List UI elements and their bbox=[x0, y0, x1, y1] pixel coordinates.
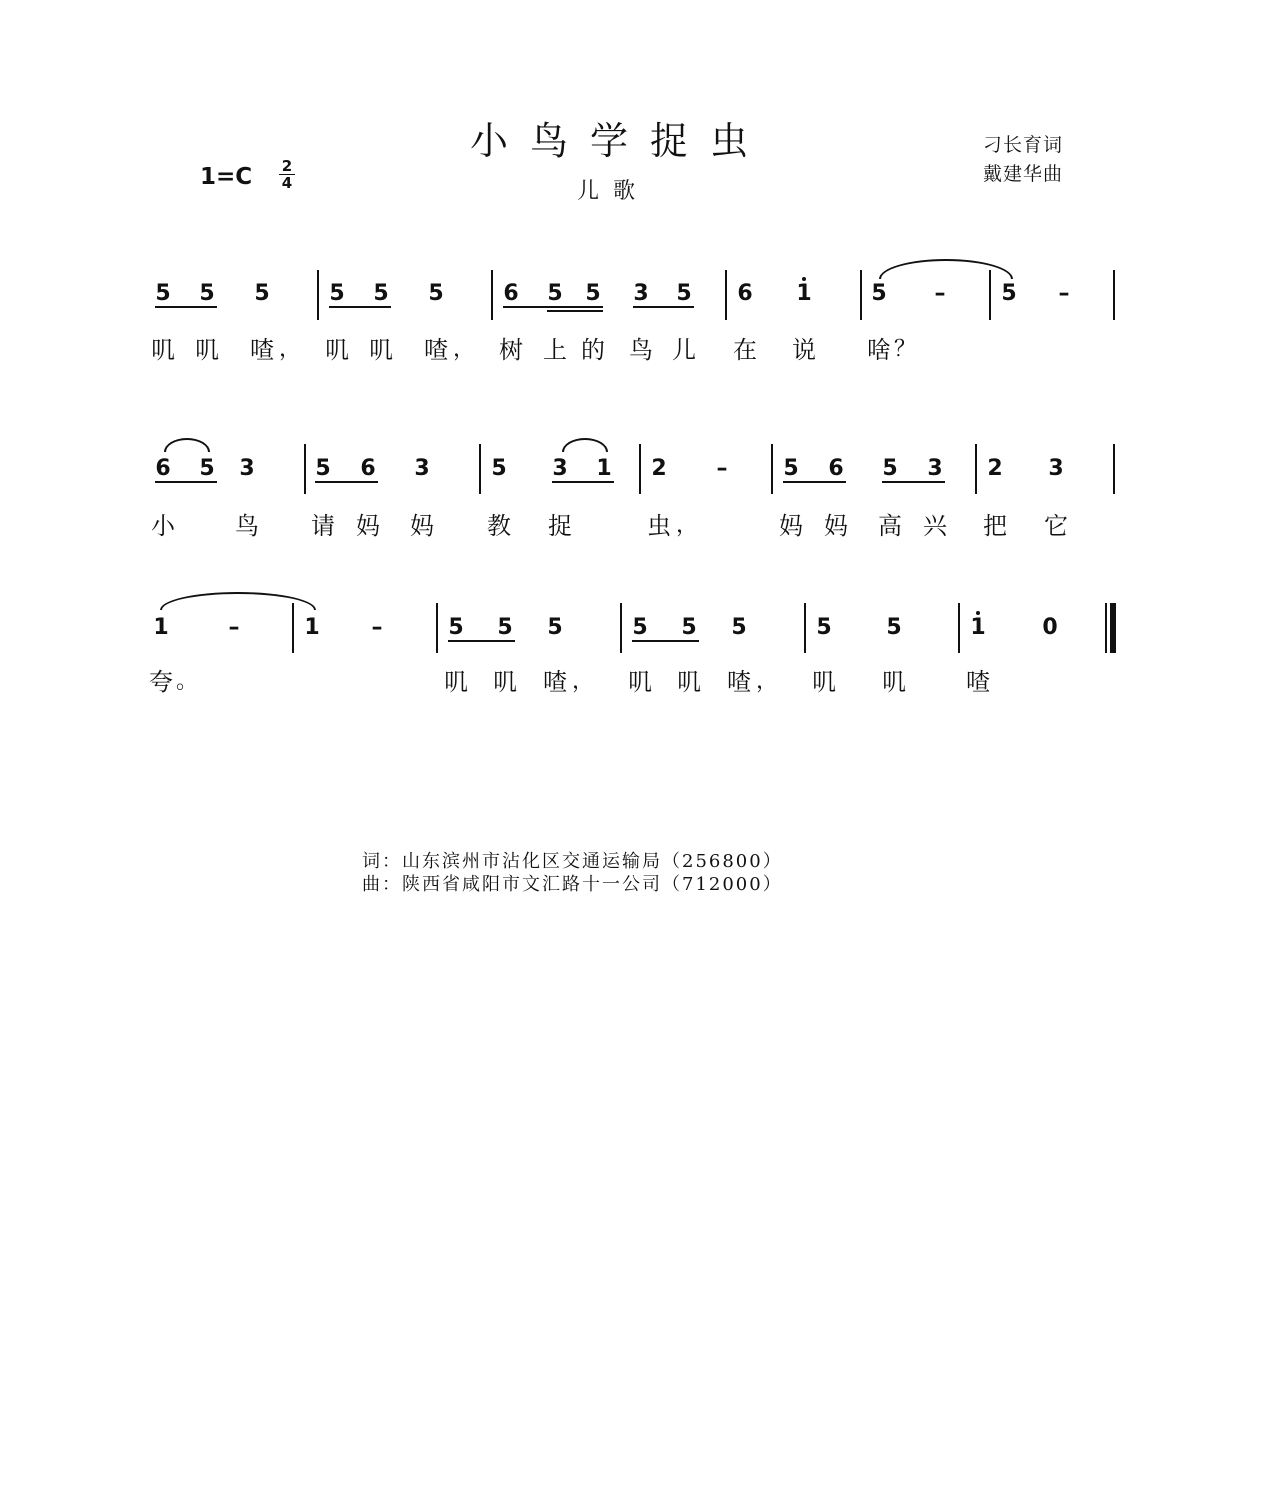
eighth-beam bbox=[315, 481, 378, 483]
lyric: 把 bbox=[983, 512, 1007, 540]
note: 5 bbox=[882, 456, 898, 481]
bar-line bbox=[436, 603, 438, 653]
lyric: 叽 bbox=[882, 668, 906, 696]
note: 5 bbox=[871, 281, 887, 306]
note: 5 bbox=[547, 615, 563, 640]
song-title: 小鸟学捉虫 bbox=[470, 119, 771, 163]
lyric: 喳 bbox=[250, 336, 274, 364]
lyric: 妈 bbox=[824, 512, 848, 540]
slur bbox=[164, 438, 210, 452]
note: 3 bbox=[633, 281, 649, 306]
eighth-beam bbox=[882, 481, 945, 483]
eighth-beam bbox=[448, 640, 515, 642]
final-bar-thick bbox=[1110, 603, 1116, 653]
note: 6 bbox=[155, 456, 171, 481]
note: 5 bbox=[448, 615, 464, 640]
note: 6 bbox=[828, 456, 844, 481]
note: 5 bbox=[681, 615, 697, 640]
bar-line bbox=[491, 270, 493, 320]
note-high: 1 bbox=[970, 615, 986, 640]
bar-line bbox=[860, 270, 862, 320]
note: 5 bbox=[632, 615, 648, 640]
lyric: 叽 bbox=[812, 668, 836, 696]
sustain-dash: – bbox=[716, 456, 728, 481]
note: 5 bbox=[199, 281, 215, 306]
lyricist-address: 词：山东滨州市沾化区交通运输局（256800） bbox=[362, 851, 783, 872]
note: 5 bbox=[731, 615, 747, 640]
lyric: 叽 bbox=[444, 668, 468, 696]
eighth-beam bbox=[783, 481, 846, 483]
eighth-beam bbox=[632, 640, 699, 642]
note: 6 bbox=[360, 456, 376, 481]
lyric: 高 bbox=[878, 512, 902, 540]
note: 5 bbox=[373, 281, 389, 306]
bar-line bbox=[1113, 444, 1115, 494]
note: 6 bbox=[737, 281, 753, 306]
note: 1 bbox=[304, 615, 320, 640]
note: 5 bbox=[428, 281, 444, 306]
note: 2 bbox=[651, 456, 667, 481]
bar-line bbox=[975, 444, 977, 494]
sustain-dash: – bbox=[371, 615, 383, 640]
lyric: 虫 bbox=[647, 512, 671, 540]
note: 5 bbox=[783, 456, 799, 481]
sustain-dash: – bbox=[934, 281, 946, 306]
lyric: 在 bbox=[733, 336, 757, 364]
lyric: 请 bbox=[311, 512, 335, 540]
lyric: 喳 bbox=[543, 668, 567, 696]
lyric: 捉 bbox=[548, 512, 572, 540]
note: 5 bbox=[254, 281, 270, 306]
note: 6 bbox=[503, 281, 519, 306]
note: 3 bbox=[927, 456, 943, 481]
punctuation: ？ bbox=[894, 337, 917, 362]
lyric: 妈 bbox=[356, 512, 380, 540]
note: 3 bbox=[552, 456, 568, 481]
lyric: 儿 bbox=[672, 336, 696, 364]
lyric: 妈 bbox=[779, 512, 803, 540]
lyric: 喳 bbox=[727, 668, 751, 696]
eighth-beam bbox=[155, 306, 217, 308]
key-signature: 1=C bbox=[200, 164, 253, 190]
lyric: 叽 bbox=[151, 336, 175, 364]
tie bbox=[879, 259, 1013, 279]
punctuation: ， bbox=[676, 513, 699, 538]
lyric: 鸟 bbox=[235, 512, 259, 540]
bar-line bbox=[292, 603, 294, 653]
note: 5 bbox=[155, 281, 171, 306]
lyric: 叽 bbox=[677, 668, 701, 696]
lyric: 教 bbox=[487, 512, 511, 540]
lyric: 上 bbox=[543, 336, 567, 364]
lyric: 喳 bbox=[966, 668, 990, 696]
bar-line bbox=[958, 603, 960, 653]
lyric: 树 bbox=[499, 336, 523, 364]
note: 5 bbox=[329, 281, 345, 306]
note: 2 bbox=[987, 456, 1003, 481]
note: 3 bbox=[239, 456, 255, 481]
punctuation: ， bbox=[756, 669, 779, 694]
note: 5 bbox=[886, 615, 902, 640]
tie bbox=[160, 592, 316, 610]
note: 5 bbox=[676, 281, 692, 306]
lyric: 它 bbox=[1044, 512, 1068, 540]
lyricist-credit: 刁长育词 bbox=[983, 134, 1064, 156]
note: 3 bbox=[414, 456, 430, 481]
sustain-dash: – bbox=[228, 615, 240, 640]
final-bar-thin bbox=[1105, 603, 1107, 653]
note: 3 bbox=[1048, 456, 1064, 481]
note: 5 bbox=[585, 281, 601, 306]
bar-line bbox=[639, 444, 641, 494]
octave-dot bbox=[976, 611, 980, 615]
octave-dot bbox=[802, 277, 806, 281]
lyric: 叽 bbox=[195, 336, 219, 364]
bar-line bbox=[804, 603, 806, 653]
punctuation: ， bbox=[453, 337, 476, 362]
eighth-beam bbox=[155, 481, 217, 483]
note: 1 bbox=[596, 456, 612, 481]
punctuation: ， bbox=[572, 669, 595, 694]
bar-line bbox=[304, 444, 306, 494]
bar-line bbox=[479, 444, 481, 494]
note: 5 bbox=[547, 281, 563, 306]
sustain-dash: – bbox=[1058, 281, 1070, 306]
note: 1 bbox=[153, 615, 169, 640]
note: 5 bbox=[816, 615, 832, 640]
eighth-beam bbox=[633, 306, 694, 308]
punctuation: 。 bbox=[176, 669, 199, 694]
sixteenth-beam bbox=[547, 310, 603, 312]
note: 5 bbox=[199, 456, 215, 481]
eighth-beam bbox=[552, 481, 614, 483]
punctuation: ， bbox=[279, 337, 302, 362]
note: 5 bbox=[1001, 281, 1017, 306]
lyric: 鸟 bbox=[629, 336, 653, 364]
note-high: 1 bbox=[796, 281, 812, 306]
bar-line bbox=[620, 603, 622, 653]
eighth-beam bbox=[503, 306, 603, 308]
lyric: 叽 bbox=[493, 668, 517, 696]
slur bbox=[562, 438, 608, 452]
time-signature-top: 2 bbox=[279, 158, 295, 175]
bar-line bbox=[317, 270, 319, 320]
bar-line bbox=[1113, 270, 1115, 320]
composer-credit: 戴建华曲 bbox=[983, 163, 1064, 185]
bar-line bbox=[725, 270, 727, 320]
lyric: 啥 bbox=[867, 336, 891, 364]
bar-line bbox=[771, 444, 773, 494]
note: 5 bbox=[497, 615, 513, 640]
note: 5 bbox=[315, 456, 331, 481]
lyric: 小 bbox=[151, 512, 175, 540]
lyric: 妈 bbox=[410, 512, 434, 540]
lyric: 的 bbox=[581, 336, 605, 364]
time-signature-bottom: 4 bbox=[281, 174, 293, 192]
lyric: 喳 bbox=[424, 336, 448, 364]
time-signature bbox=[279, 158, 295, 191]
note: 5 bbox=[491, 456, 507, 481]
eighth-beam bbox=[329, 306, 391, 308]
lyric: 兴 bbox=[923, 512, 947, 540]
lyric: 夸 bbox=[149, 668, 173, 696]
lyric: 叽 bbox=[369, 336, 393, 364]
composer-address: 曲：陕西省咸阳市文汇路十一公司（712000） bbox=[362, 874, 783, 895]
song-subtitle: 儿歌 bbox=[577, 179, 650, 204]
lyric: 叽 bbox=[325, 336, 349, 364]
lyric: 叽 bbox=[628, 668, 652, 696]
lyric: 说 bbox=[792, 336, 816, 364]
note: 0 bbox=[1042, 615, 1058, 640]
